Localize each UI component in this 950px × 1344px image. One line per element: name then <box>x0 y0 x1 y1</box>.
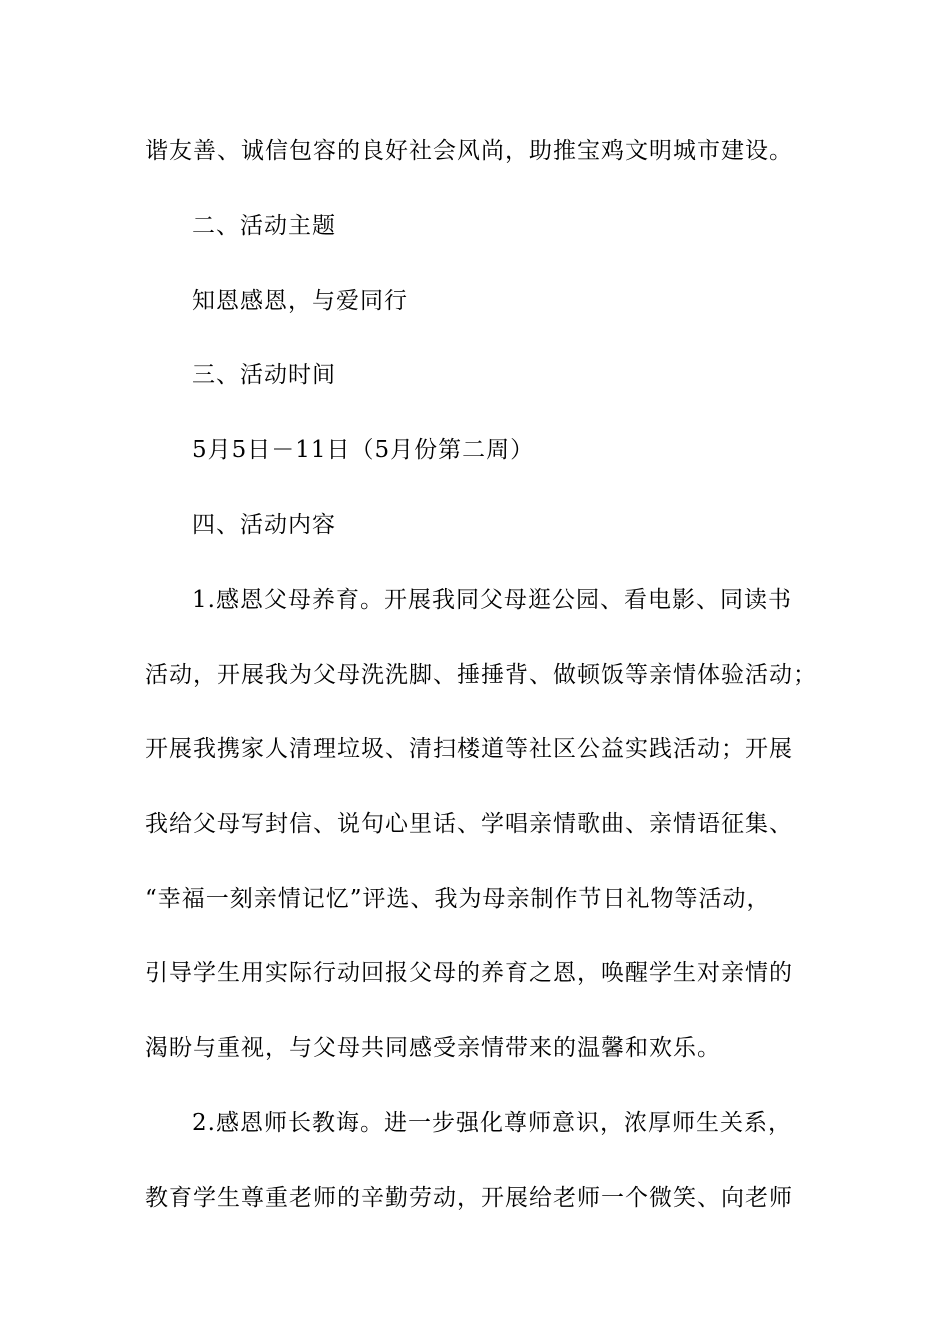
section-heading-content: 四、活动内容 <box>192 512 336 538</box>
paragraph-line: 2.感恩师长教诲。进一步强化尊师意识，浓厚师生关系， <box>192 1110 792 1136</box>
paragraph-line: 谐友善、诚信包容的良好社会风尚，助推宝鸡文明城市建设。 <box>145 138 793 164</box>
paragraph-line: 我给父母写封信、说句心里话、学唱亲情歌曲、亲情语征集、 <box>145 811 793 837</box>
paragraph-line: 教育学生尊重老师的辛勤劳动，开展给老师一个微笑、向老师 <box>145 1185 793 1211</box>
section-heading-time: 三、活动时间 <box>192 362 336 388</box>
paragraph-line: 1.感恩父母养育。开展我同父母逛公园、看电影、同读书 <box>192 587 792 613</box>
time-text: 5月5日－11日（5月份第二周） <box>192 437 535 463</box>
paragraph-line: 渴盼与重视，与父母共同感受亲情带来的温馨和欢乐。 <box>145 1035 721 1061</box>
paragraph-line: 开展我携家人清理垃圾、清扫楼道等社区公益实践活动；开展 <box>145 736 793 762</box>
paragraph-line: “幸福一刻亲情记忆”评选、我为母亲制作节日礼物等活动， <box>145 886 771 912</box>
paragraph-line: 引导学生用实际行动回报父母的养育之恩，唤醒学生对亲情的 <box>145 960 793 986</box>
section-heading-theme: 二、活动主题 <box>192 213 336 239</box>
paragraph-line: 活动，开展我为父母洗洗脚、捶捶背、做顿饭等亲情体验活动； <box>145 662 817 688</box>
theme-text: 知恩感恩，与爱同行 <box>192 288 408 314</box>
